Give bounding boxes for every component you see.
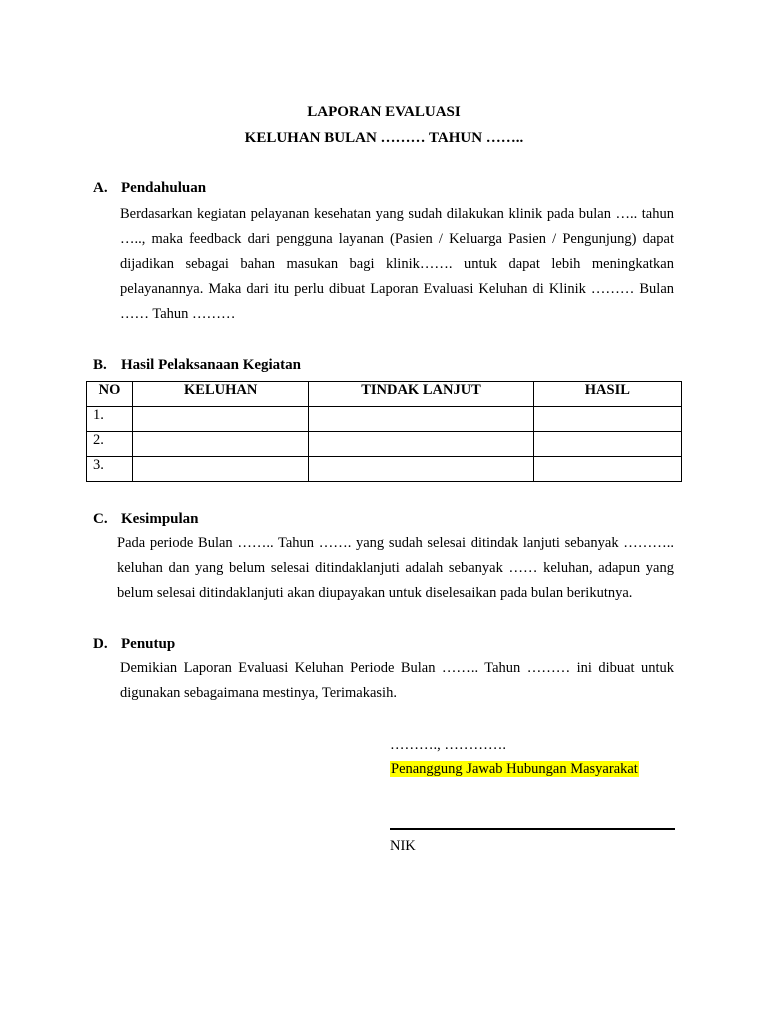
table-row (87, 407, 682, 432)
section-a-body: Berdasarkan kegiatan pelayanan kesehatan yang sudah dilakukan klinik pada bulan ….. tahun ….., maka feedback dari pengguna layanan (Pasien / Keluarga Pasien / Pengunjung) dapat dijadikan sebagai bahan masukan bagi klinik……. untuk dapat lebih meningkatkan pelayanannya. Maka dari itu perlu dibuat Laporan Evaluasi Keluhan di Klinik ……… Bulan …… Tahun ……… (120, 206, 674, 322)
section-d-title: Penutup (121, 636, 176, 652)
section-d-heading (93, 636, 175, 653)
section-b-letter: B. (93, 357, 107, 373)
section-b-title: Hasil Pelaksanaan Kegiatan (121, 357, 302, 373)
table-header-row (87, 382, 682, 407)
row-no: 2. (87, 432, 133, 457)
row-hasil (533, 407, 681, 432)
results-table (86, 381, 682, 482)
section-c-heading (93, 511, 199, 528)
section-a-letter: A. (93, 180, 108, 196)
section-c-title: Kesimpulan (121, 511, 199, 527)
table-row (87, 432, 682, 457)
header-no: NO (87, 382, 133, 407)
signature-line (390, 828, 675, 830)
signature-role (390, 761, 675, 778)
row-no: 3. (87, 457, 133, 482)
row-keluhan (133, 407, 309, 432)
row-tindak-lanjut (309, 457, 533, 482)
section-d-body: Demikian Laporan Evaluasi Keluhan Periode Bulan …….. Tahun ……… ini dibuat untuk digunakan sebagaimana mestinya, Terimakasih. (120, 660, 674, 701)
row-keluhan (133, 457, 309, 482)
header-tindak-lanjut: TINDAK LANJUT (309, 382, 533, 407)
section-d-letter: D. (93, 636, 108, 652)
header-keluhan: KELUHAN (133, 382, 309, 407)
signature-place-date: ………., …………. (390, 737, 506, 753)
section-b-heading (93, 357, 301, 374)
signature-role-highlight: Penanggung Jawab Hubungan Masyarakat (391, 761, 638, 777)
document-subtitle: KELUHAN BULAN ……… TAHUN …….. (244, 130, 524, 146)
section-c-body: Pada periode Bulan …….. Tahun ……. yang sudah selesai ditindak lanjuti sebanyak ……….. keluhan dan yang belum selesai ditindaklanjuti adalah sebanyak …… keluhan, adapun yang belum selesai ditindaklanjuti akan diupayakan untuk diselesaikan pada bulan berikutnya. (117, 535, 674, 601)
section-a-heading (93, 180, 206, 197)
section-c-letter: C. (93, 511, 108, 527)
row-tindak-lanjut (309, 432, 533, 457)
row-no: 1. (87, 407, 133, 432)
document-title: LAPORAN EVALUASI (307, 104, 461, 120)
row-keluhan (133, 432, 309, 457)
header-hasil: HASIL (533, 382, 681, 407)
section-a-title: Pendahuluan (121, 180, 207, 196)
signature-nik-label: NIK (390, 838, 416, 854)
row-hasil (533, 457, 681, 482)
row-hasil (533, 432, 681, 457)
row-tindak-lanjut (309, 407, 533, 432)
table-row (87, 457, 682, 482)
